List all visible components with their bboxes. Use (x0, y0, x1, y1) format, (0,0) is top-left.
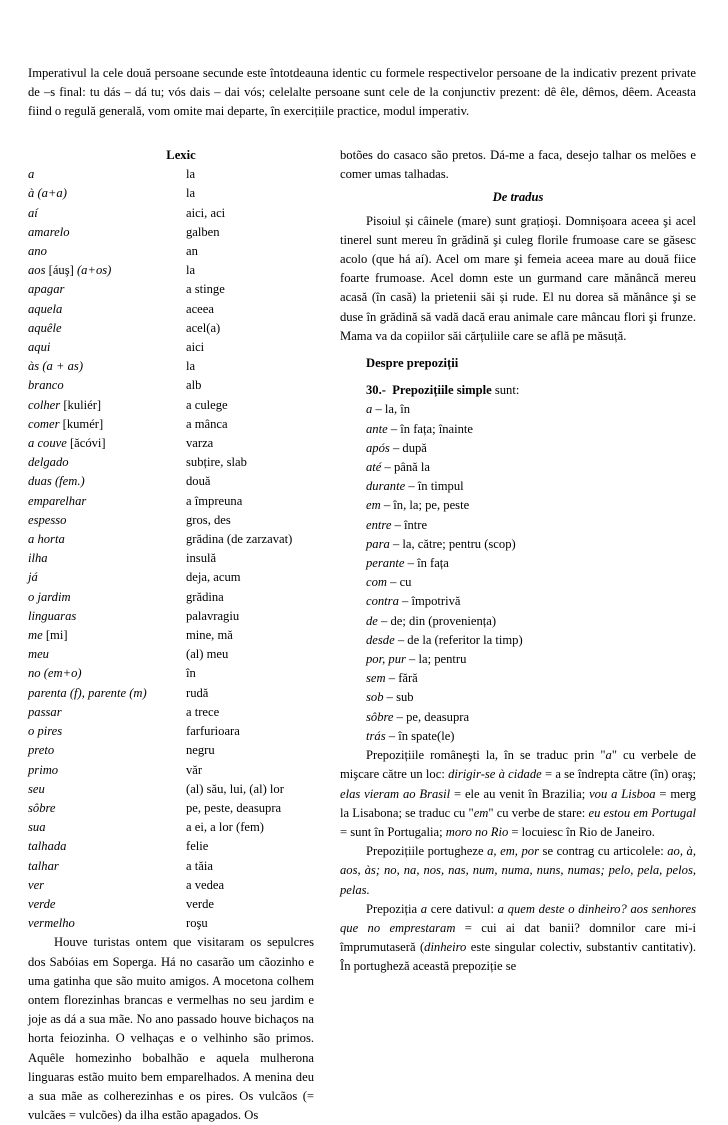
lexic-row (28, 453, 314, 472)
preposition-item (366, 592, 696, 611)
lexic-portuguese-term: apagar (28, 282, 65, 297)
lexic-pronunciation: [kumér] (59, 416, 104, 431)
lexic-romanian-translation: la (186, 167, 196, 182)
lexic-portuguese-term: verde (28, 896, 56, 911)
lexic-row (28, 415, 314, 434)
lexic-portuguese-term: à (a+a) (28, 186, 67, 201)
de-tradus-heading: De tradus (492, 190, 544, 205)
preposition-term: ante (366, 421, 388, 436)
lexic-row (28, 165, 314, 184)
preposition-term: sem (366, 671, 386, 686)
preposition-meaning: – de la (referitor la timp) (394, 632, 523, 647)
preposition-term: perante (366, 556, 405, 571)
lexic-row (28, 626, 314, 645)
lexic-romanian-translation: văr (186, 762, 203, 777)
prepositions-paragraph-2: Prepozițiile portugheze a, em, por se contrag cu articolele: ao, à, aos, às; no, na, nos, nas, num, numa, nuns, numas; pelo, pela, pelos, pelas. (340, 844, 696, 897)
lexic-portuguese-term: me [mi] (28, 628, 68, 643)
lexic-romanian-translation: a mânca (186, 416, 228, 431)
lexic-romanian-translation: acel(a) (186, 320, 221, 335)
lexic-row (28, 280, 314, 299)
lexic-pronunciation: [mi] (42, 628, 68, 643)
lexic-portuguese-term: linguaras (28, 608, 77, 623)
lexic-portuguese-term: a couve [ăcóvi] (28, 436, 106, 451)
lexic-row (28, 492, 314, 511)
preposition-meaning: – până la (381, 460, 430, 475)
preposition-term: trás (366, 728, 386, 743)
preposition-meaning: – în spate(le) (385, 728, 455, 743)
preposition-meaning: – la, către; pentru (scop) (389, 536, 516, 551)
preposition-item (366, 477, 696, 496)
lexic-portuguese-term: emparelhar (28, 493, 87, 508)
preposition-term: em (366, 498, 381, 513)
preposition-item (366, 458, 696, 477)
preposition-term: para (366, 536, 390, 551)
lexic-row (28, 664, 314, 683)
lexic-portuguese-term: sôbre (28, 800, 56, 815)
lexic-romanian-translation: la (186, 263, 196, 278)
preposition-meaning: – împotrivă (398, 594, 461, 609)
lexic-portuguese-term: já (28, 570, 38, 585)
preposition-item (366, 535, 696, 554)
preposition-term: até (366, 460, 382, 475)
lexic-portuguese-term: talhada (28, 839, 67, 854)
de-tradus-paragraph: Pisoiul și câinele (mare) sunt grațioşi. Domnișoara aceea şi acel tinerel sunt mereu în grădină şi culeg florile frumoase care se găsesc acolo (que há aí). Acel om mare şi femeia aceea mare au două fiice foarte frumoase. Acel domn este un gurmand care mănâncă mereu acasă (în casă) la prietenii săi și rude. El nu dorea să mănânce şi se duse în grădină să vadă dacă erau animale care mâncau flori şi frunze. Mama va da copiilor săi cărțuliile care se află pe măsuță. (340, 213, 696, 343)
lexic-portuguese-term: talhar (28, 858, 59, 873)
lexic-row (28, 511, 314, 530)
lexic-row (28, 876, 314, 895)
lexic-romanian-translation: în (186, 666, 196, 681)
lexic-romanian-translation: palavragiu (186, 608, 240, 623)
lexic-portuguese-term: parenta (f), parente (m) (28, 685, 147, 700)
preposition-item (366, 516, 696, 535)
lexic-row (28, 722, 314, 741)
lexic-row (28, 895, 314, 914)
section-title-rest: sunt: (491, 383, 520, 398)
lexic-row (28, 799, 314, 818)
preposition-item (366, 669, 696, 688)
lexic-pronunciation: [áuş] (45, 263, 77, 278)
lexic-romanian-translation: alb (186, 378, 202, 393)
preposition-term: sob (366, 690, 384, 705)
lexic-row (28, 837, 314, 856)
lexic-portuguese-term: aos [áuş] (a+os) (28, 263, 112, 278)
lexic-romanian-translation: gros, des (186, 512, 231, 527)
section-number: 30.- (366, 383, 386, 398)
right-column (340, 146, 696, 977)
lexic-portuguese-term: ilha (28, 551, 48, 566)
lexic-row (28, 741, 314, 760)
lexic-portuguese-term: aquêle (28, 320, 62, 335)
lexic-portuguese-term: comer [kumér] (28, 416, 104, 431)
lexic-romanian-translation: la (186, 359, 196, 374)
intro-paragraph: Imperativul la cele două persoane secunde este întotdeauna identic cu formele respectivelor persoane de la indicativ prezent private de –s final: tu dás – dá tu; vós dais – dai vós; celelalte persoane sunt cele de la conjunctiv prezent: dê êle, dêmos, dêem. Aceasta fiind o regulă generală, vom omite mai departe, în exercițiile practice, modul imperativ. (28, 66, 696, 119)
preposition-meaning: – de; din (proveniența) (377, 613, 497, 628)
lexic-row (28, 818, 314, 837)
lexic-row (28, 645, 314, 664)
lexic-table (28, 165, 314, 933)
lexic-romanian-translation: aici, aci (186, 205, 226, 220)
prepositions-list (340, 400, 696, 746)
preposition-meaning: – cu (386, 575, 412, 590)
lexic-romanian-translation: (al) meu (186, 647, 229, 662)
lexic-row (28, 300, 314, 319)
lexic-portuguese-term: passar (28, 704, 62, 719)
exercise-paragraph: Houve turistas ontem que visitaram os sepulcres dos Sabóias em Soperga. Há no casarão um cãozinho e uma gatinha que são muito amigos. A mocetona colhem ontem florezinhas brancas e vermelhas no seu jardim e joje as dá a sua mãe. No ano passado houve bichaços na horta feiozinha. O velhaças e o velhinho são primos. Aquêle homezinho bobalhão e aquela mulherona linguaras estão muito bem emparelhados. A menina deu a sua mãe as colherezinhas e os pires. Os vulcãos (= vulcães = vulcões) da ilha estão apagados. Os (28, 935, 314, 1123)
lexic-row (28, 261, 314, 280)
lexic-romanian-translation: a ei, a lor (fem) (186, 820, 264, 835)
preposition-item (366, 439, 696, 458)
preposition-item (366, 650, 696, 669)
preposition-meaning: – sub (383, 690, 414, 705)
lexic-row (28, 434, 314, 453)
preposition-item (366, 420, 696, 439)
lexic-portuguese-term: delgado (28, 455, 69, 470)
preposition-meaning: – în, la; pe, peste (380, 498, 470, 513)
lexic-romanian-translation: farfurioara (186, 724, 240, 739)
preposition-item (366, 708, 696, 727)
preposition-item (366, 727, 696, 746)
lexic-row (28, 204, 314, 223)
lexic-row (28, 761, 314, 780)
preposition-item (366, 612, 696, 631)
preposition-item (366, 631, 696, 650)
lexic-portuguese-term: a horta (28, 532, 65, 547)
lexic-romanian-translation: mine, mă (186, 628, 233, 643)
lexic-row (28, 530, 314, 549)
lexic-romanian-translation: două (186, 474, 211, 489)
lexic-romanian-translation: aceea (186, 301, 214, 316)
lexic-row (28, 319, 314, 338)
lexic-portuguese-term: preto (28, 743, 55, 758)
lexic-row (28, 588, 314, 607)
lexic-romanian-translation: a trece (186, 704, 220, 719)
prepositions-paragraph-3: Prepoziția a cere dativul: a quem deste o dinheiro? aos senhores que no emprestaram = cui ai dat banii? domnilor care mi-i împrumutaseră (dinheiro este singular colectiv, substantiv cantitativ). În portugheză această prepoziție se (340, 901, 696, 974)
preposition-term: desde (366, 632, 395, 647)
preposition-meaning: – la, în (372, 402, 411, 417)
lexic-portuguese-term: amarelo (28, 224, 70, 239)
lexic-romanian-translation: a culege (186, 397, 228, 412)
prepositions-heading: Despre prepoziții (366, 356, 459, 371)
lexic-row (28, 338, 314, 357)
lexic-row (28, 472, 314, 491)
lexic-row (28, 780, 314, 799)
lexic-portuguese-term: meu (28, 647, 49, 662)
lexic-row (28, 357, 314, 376)
left-column (28, 146, 314, 1125)
lexic-portuguese-term: às (a + as) (28, 359, 84, 374)
lexic-portuguese-term: duas (fem.) (28, 474, 85, 489)
preposition-term: por, pur (366, 652, 406, 667)
preposition-term: de (366, 613, 378, 628)
preposition-term: após (366, 440, 390, 455)
lexic-romanian-translation: negru (186, 743, 215, 758)
preposition-meaning: – fără (385, 671, 418, 686)
lexic-romanian-translation: felie (186, 839, 209, 854)
lexic-portuguese-term: aqui (28, 340, 51, 355)
preposition-meaning: – la; pentru (405, 652, 467, 667)
preposition-item (366, 554, 696, 573)
lexic-row (28, 549, 314, 568)
lexic-row (28, 607, 314, 626)
preposition-meaning: – între (391, 517, 428, 532)
preposition-meaning: – în timpul (405, 479, 464, 494)
preposition-term: sôbre (366, 709, 394, 724)
lexic-row (28, 568, 314, 587)
lexic-portuguese-term: o jardim (28, 589, 71, 604)
lexic-romanian-translation: verde (186, 896, 214, 911)
lexic-portuguese-term: o pires (28, 724, 63, 739)
preposition-meaning: – în fața; înainte (387, 421, 474, 436)
lexic-portuguese-term: aquela (28, 301, 63, 316)
preposition-term: durante (366, 479, 406, 494)
lexic-pronunciation: [ăcóvi] (66, 436, 106, 451)
lexic-row (28, 376, 314, 395)
lexic-romanian-translation: insulă (186, 551, 217, 566)
lexic-romanian-translation: a împreuna (186, 493, 243, 508)
lexic-romanian-translation: deja, acum (186, 570, 241, 585)
lexic-romanian-translation: a tăia (186, 858, 213, 873)
lexic-row (28, 242, 314, 261)
lexic-romanian-translation: a stinge (186, 282, 225, 297)
lexic-romanian-translation: varza (186, 436, 214, 451)
lexic-portuguese-term: primo (28, 762, 59, 777)
lexic-row (28, 857, 314, 876)
exercise-paragraph-continued: botões do casaco são pretos. Dá-me a faca, desejo talhar os melões e comer umas talhadas. (340, 148, 696, 182)
preposition-item (366, 573, 696, 592)
lexic-romanian-translation: la (186, 186, 196, 201)
lexic-row (28, 184, 314, 203)
lexic-row (28, 703, 314, 722)
preposition-term: contra (366, 594, 399, 609)
lexic-portuguese-term: aí (28, 205, 38, 220)
preposition-item (366, 400, 696, 419)
lexic-romanian-translation: (al) său, lui, (al) lor (186, 781, 284, 796)
lexic-romanian-translation: a vedea (186, 877, 225, 892)
preposition-meaning: – după (389, 440, 427, 455)
lexic-pronunciation: [kuliér] (60, 397, 102, 412)
lexic-romanian-translation: aici (186, 340, 205, 355)
lexic-romanian-translation: an (186, 244, 198, 259)
preposition-item (366, 688, 696, 707)
lexic-title: Lexic (166, 148, 196, 162)
lexic-portuguese-term: no (em+o) (28, 666, 82, 681)
simple-prepositions-heading (366, 381, 696, 400)
lexic-portuguese-term: ano (28, 244, 47, 259)
lexic-portuguese-term: sua (28, 820, 46, 835)
lexic-portuguese-term: ver (28, 877, 45, 892)
lexic-portuguese-term: seu (28, 781, 45, 796)
preposition-item (366, 496, 696, 515)
lexic-romanian-translation: subțire, slab (186, 455, 247, 470)
preposition-meaning: – pe, deasupra (393, 709, 470, 724)
lexic-romanian-translation: grădina (de zarzavat) (186, 532, 293, 547)
preposition-term: com (366, 575, 387, 590)
section-title: Prepozițiile simple (392, 383, 492, 398)
lexic-portuguese-term: a (28, 167, 35, 182)
lexic-romanian-translation: grădina (186, 589, 224, 604)
preposition-term: a (366, 402, 373, 417)
lexic-romanian-translation: pe, peste, deasupra (186, 800, 282, 815)
lexic-romanian-translation: roşu (186, 916, 208, 931)
lexic-portuguese-term: espesso (28, 512, 67, 527)
lexic-romanian-translation: galben (186, 224, 220, 239)
lexic-row (28, 684, 314, 703)
lexic-row (28, 396, 314, 415)
lexic-portuguese-term: vermelho (28, 916, 75, 931)
lexic-portuguese-term: colher [kuliér] (28, 397, 102, 412)
lexic-row (28, 914, 314, 933)
lexic-romanian-translation: rudă (186, 685, 209, 700)
preposition-meaning: – în fața (404, 556, 449, 571)
lexic-row (28, 223, 314, 242)
preposition-term: entre (366, 517, 392, 532)
lexic-portuguese-term: branco (28, 378, 64, 393)
prepositions-paragraph-1: Prepozițiile româneşti la, în se traduc prin "a" cu verbele de mişcare către un loc: dirigir-se à cidade = a se îndrepta către (în) oraş; elas vieram ao Brasil = ele au venit în Brazilia; vou a Lisboa = merg la Lisabona; se traduc cu "em" cu verbe de stare: eu estou em Portugal = sunt în Portugalia; moro no Rio = locuiesc în Rio de Janeiro. (340, 748, 696, 839)
